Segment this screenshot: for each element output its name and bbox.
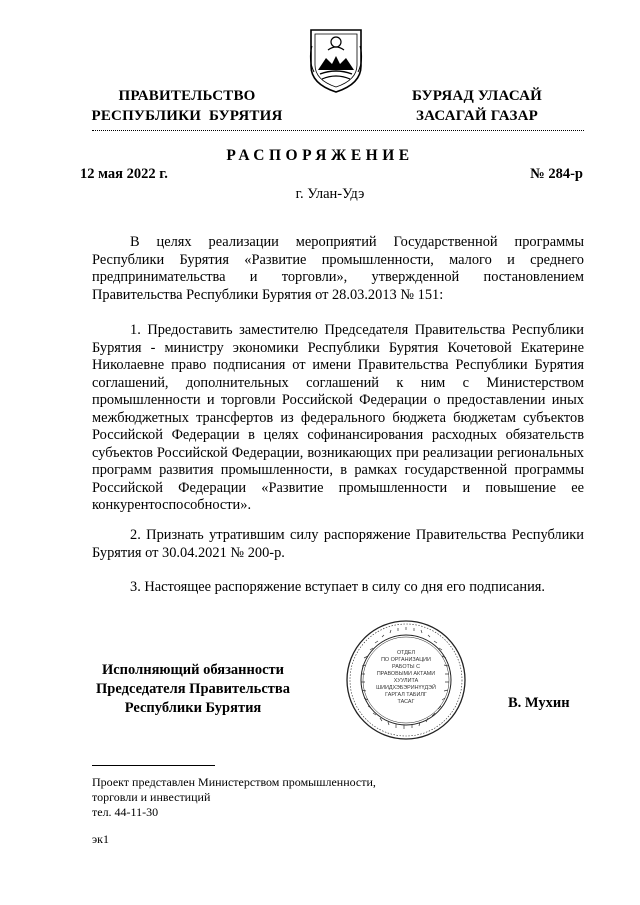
document-city: г. Улан-Удэ xyxy=(295,186,365,202)
footer-line-1: Проект представлен Министерством промышленности, xyxy=(92,775,376,789)
header-right-line1: БУРЯАД УЛАСАЙ xyxy=(411,88,543,104)
header-left-line2: РЕСПУБЛИКИ БУРЯТИЯ xyxy=(91,108,283,124)
body-paragraph-1 xyxy=(92,322,584,515)
document-date: 12 мая 2022 г. xyxy=(80,166,168,182)
body-intro-text: В целях реализации мероприятий Государственной программы Республики Бурятия «Развитие промышленности, малого и среднего предпринимательства и торговли», утвержденной постановлением Правительства Республики Бурятия от 28.03.2013 № 151: xyxy=(92,234,584,303)
signature-title-line3: Республики Бурятия xyxy=(124,700,262,716)
footer-code: эк1 xyxy=(92,832,109,846)
coat-of-arms-emblem xyxy=(306,26,366,94)
body-paragraph-3-text: 3. Настоящее распоряжение вступает в силу со дня его подписания. xyxy=(130,579,545,595)
signatory-name: В. Мухин xyxy=(508,695,570,711)
header-divider xyxy=(92,130,584,131)
official-stamp xyxy=(344,618,468,742)
body-paragraph-1-text: 1. Предоставить заместителю Председателя Правительства Республики Бурятия - министру экономики Республики Бурятия Кочетовой Екатерине Николаевне право подписания от имени Правительства Республики Бурятия соглашений, дополнительных соглашений к ним с Министерством промышленности и торговли Российской Федерации о предоставлении иных межбюджетных трансфертов из федерального бюджета бюджетам субъектов Российской Федерации в целях софинансирования расходных обязательств субъектов Российской Федерации, возникающих при реализации региональных программ развития промышленности, в рамках государственной программы Российской Федерации «Развитие промышленности и повышение ее конкурентоспособности». xyxy=(92,322,584,513)
signature-title-line1: Исполняющий обязанности xyxy=(101,662,285,678)
signature-title-line2: Председателя Правительства xyxy=(96,681,290,697)
footer-line-2: торговли и инвестиций xyxy=(92,790,211,804)
header-right xyxy=(398,86,556,126)
stamp-line-4: ПРАВОВЫМИ АКТАМИ xyxy=(376,671,436,677)
stamp-line-2: ПО ОРГАНИЗАЦИИ xyxy=(381,657,431,663)
header-left xyxy=(82,86,292,126)
body-paragraph-2-text: 2. Признать утратившим силу распоряжение Правительства Республики Бурятия от 30.04.2021 № 200-р. xyxy=(92,527,584,561)
document-type-title: РАСПОРЯЖЕНИЕ xyxy=(226,147,414,164)
body-intro xyxy=(92,234,584,304)
stamp-line-7: ГАРГАЛ ТАБИЛГ xyxy=(385,692,427,698)
stamp-line-8: ТАСАГ xyxy=(397,699,415,705)
document-number: № 284-р xyxy=(530,166,583,182)
header-right-line2: ЗАСАГАЙ ГАЗАР xyxy=(416,108,538,124)
signature-title xyxy=(80,661,306,718)
footer-divider xyxy=(92,765,215,766)
body-paragraph-3 xyxy=(92,579,584,597)
stamp-line-5: ХУУЛИТА xyxy=(393,678,419,684)
body-paragraph-2 xyxy=(92,527,584,562)
header-left-line1: ПРАВИТЕЛЬСТВО xyxy=(118,88,256,104)
stamp-line-1: ОТДЕЛ xyxy=(396,650,416,656)
footer-note xyxy=(92,775,376,820)
stamp-line-3: РАБОТЫ С xyxy=(392,664,420,670)
footer-line-3: тел. 44-11-30 xyxy=(92,805,159,819)
stamp-line-6: ШИИДХЭБЭРИНҮҮДЭЙ xyxy=(376,685,436,691)
